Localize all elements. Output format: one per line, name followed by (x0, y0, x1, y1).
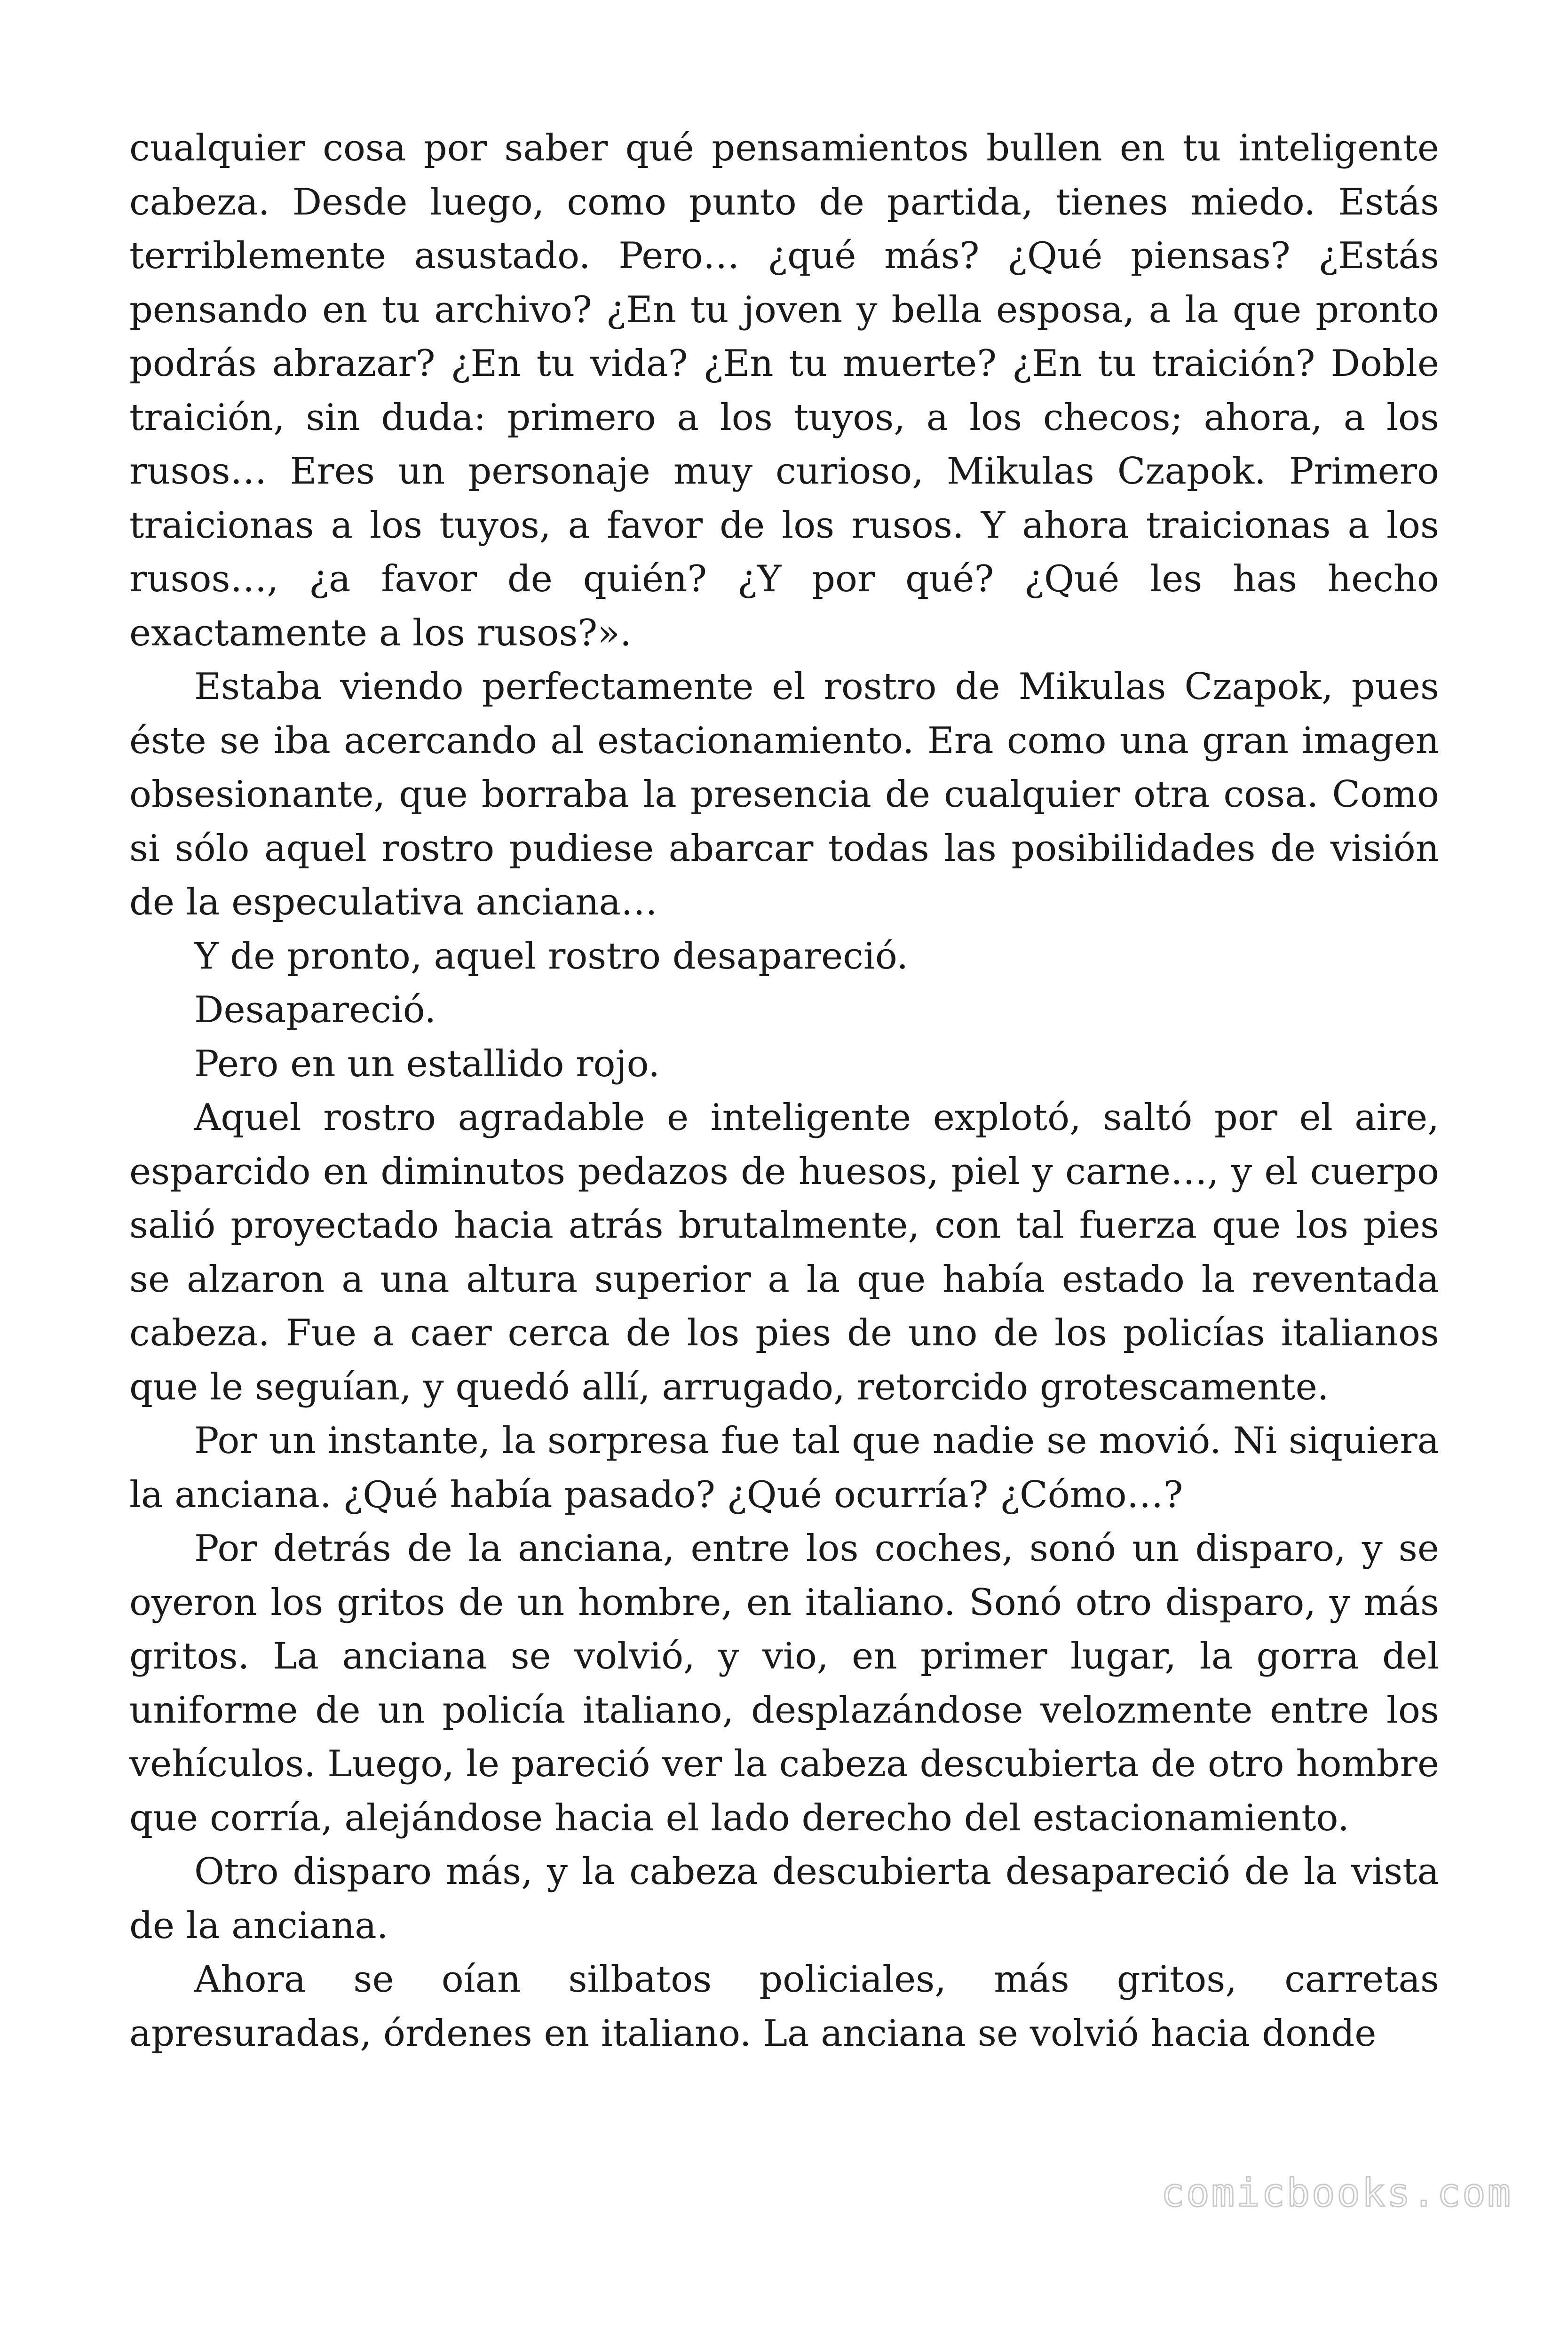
paragraph-9: Otro disparo más, y la cabeza descubierta desapareció de la vista de la anciana. (129, 1851, 1439, 1947)
paragraph-8: Por detrás de la anciana, entre los coches, sonó un disparo, y se oyeron los gritos de un hombre, en italiano. Sonó otro disparo, y más gritos. La anciana se volvió, y vio, en primer lugar, la gorra del uniforme de un policía italiano, desplazándose velozmente entre los vehículos. Luego, le pareció ver la cabeza descubierta de otro hombre que corría, alejándose hacia el lado derecho del estacionamiento. (129, 1527, 1439, 1839)
paragraph-3: Y de pronto, aquel rostro desapareció. (194, 935, 909, 977)
book-page-text (129, 121, 1439, 2060)
paragraph-5: Pero en un estallido rojo. (194, 1042, 660, 1085)
paragraph-7: Por un instante, la sorpresa fue tal que nadie se movió. Ni siquiera la anciana. ¿Qué había pasado? ¿Qué ocurría? ¿Cómo…? (129, 1420, 1439, 1516)
paragraph-4: Desapareció. (194, 989, 436, 1031)
paragraph-10: Ahora se oían silbatos policiales, más gritos, carretas apresuradas, órdenes en italiano. La anciana se volvió hacia donde (129, 1958, 1439, 2055)
paragraph-2: Estaba viendo perfectamente el rostro de Mikulas Czapok, pues éste se iba acercando al estacionamiento. Era como una gran imagen obsesionante, que borraba la presencia de cualquier otra cosa. Como si sólo aquel rostro pudiese abarcar todas las posibilidades de visión de la especulativa anciana… (129, 666, 1439, 923)
watermark-text: comicbooks.com (1161, 2171, 1513, 2216)
paragraph-1: cualquier cosa por saber qué pensamientos bullen en tu inteligente cabeza. Desde luego, como punto de partida, tienes miedo. Estás terriblemente asustado. Pero… ¿qué más? ¿Qué piensas? ¿Estás pensando en tu archivo? ¿En tu joven y bella esposa, a la que pronto podrás abrazar? ¿En tu vida? ¿En tu muerte? ¿En tu traición? Doble traición, sin duda: primero a los tuyos, a los checos; ahora, a los rusos… Eres un personaje muy curioso, Mikulas Czapok. Primero traicionas a los tuyos, a favor de los rusos. Y ahora traicionas a los rusos…, ¿a favor de quién? ¿Y por qué? ¿Qué les has hecho exactamente a los rusos?». (129, 127, 1439, 654)
paragraph-6: Aquel rostro agradable e inteligente explotó, saltó por el aire, esparcido en diminutos pedazos de huesos, piel y carne…, y el cuerpo salió proyectado hacia atrás brutalmente, con tal fuerza que los pies se alzaron a una altura superior a la que había estado la reventada cabeza. Fue a caer cerca de los pies de uno de los policías italianos que le seguían, y quedó allí, arrugado, retorcido grotescamente. (129, 1097, 1439, 1408)
